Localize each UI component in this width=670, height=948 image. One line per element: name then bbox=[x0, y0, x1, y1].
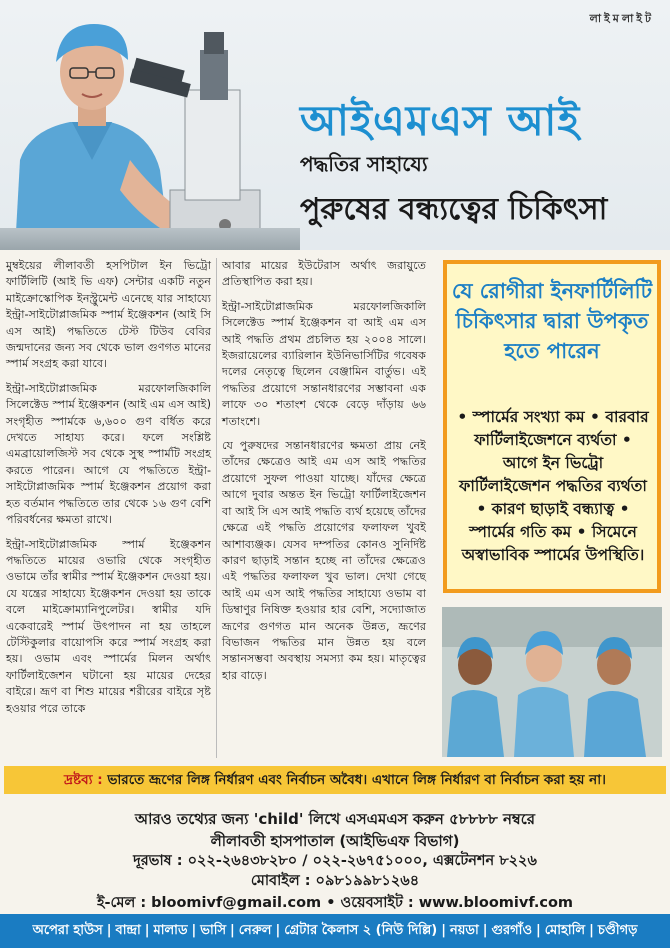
branch-separator: | bbox=[191, 923, 197, 938]
headline-tagline: পুরুষের বন্ধ্যত্বের চিকিৎসা bbox=[300, 192, 608, 227]
branch-item: মালাড bbox=[153, 923, 188, 938]
branch-locations-bar bbox=[0, 914, 670, 948]
email-website: ই-মেল : bloomivf@gmail.com • ওয়েবসাইট : www.bloomivf.com bbox=[96, 895, 574, 911]
branch-item: গ্রেটার কৈলাস ২ (নিউ দিল্লি) bbox=[284, 923, 438, 938]
branch-separator: | bbox=[482, 923, 488, 938]
notice-label: দ্রষ্টব্য : bbox=[64, 772, 103, 788]
article-paragraph: যে পুরুষদের সন্তানধারণের ক্ষমতা প্রায় নেই তাঁদের ক্ষেত্রেও আই এম এস আই পদ্ধতির প্রয়োগে সুফল পাওয়া যাচ্ছে। যাঁদের ক্ষেত্রে আগে দুবার অন্তত ইন ভিট্রো ফার্টিলাইজেশন বা আই সি এস আই পদ্ধতি ব্যর্থ হয়েছে তাঁদের ক্ষেত্রে এই পদ্ধতি প্রয়োগের ফলাফল খুবই আশাব্যঞ্জক। যেসব দম্পতির কোনও সুনির্দিষ্ট কারণ ছাড়াই সন্তান হচ্ছে না তাঁদের ক্ষেত্রেও এই পদ্ধতির ফলাফল খুব ভাল। দেখা গেছে আই এম এস আই পদ্ধতির সাহায্যে ওভাম বা ডিম্বাণুর নিষিক্ত হওয়ার হার বেশি, সদ্যোজাত ভ্রূণের গুণগত মান অনেক উন্নত, ভ্রূণের বিভাজন পদ্ধতির মান উন্নত হয় বলে সন্তানসম্ভবা অবস্থায় সমস্যা কম হয়। মাতৃত্বের হার বাড়ে। bbox=[222, 439, 426, 682]
branch-item: নেরুল bbox=[238, 923, 272, 938]
branch-separator: | bbox=[144, 923, 150, 938]
masthead: লাইমলাইট bbox=[589, 12, 654, 25]
headline-title: আইএমএস আই bbox=[300, 96, 581, 145]
article-column-2 bbox=[222, 258, 426, 692]
article-paragraph: ইন্ট্রা-সাইটোপ্লাজমিক স্পার্ম ইঞ্জেকশন পদ্ধতিতে মায়ের ওভারি থেকে সংগৃহীত ওভামে তাঁর স্বামীর স্পার্ম ইঞ্জেকশন দেওয়া হয়। যে যন্ত্রের সাহায্যে ইঞ্জেকশন দেওয়া হয় তাকে বলে মাইক্রোম্যানিপুলেটর। স্বামীর যদি একেবারেই স্পার্ম উৎপাদন না হয় তাহলে টেস্টিকুলার বায়োপসি করে স্পার্ম সংগ্রহ করা হয়। ওভাম এবং স্পার্মের মিলন অর্থাৎ ফার্টিলাইজেশন ঘটানো হয় মায়ের দেহের বাইরে। ভ্রূণ বা শিশু মায়ের শরীরের বাইরে সৃষ্ট হওয়ার পরে তাকে bbox=[6, 537, 211, 715]
beneficiaries-box bbox=[443, 260, 661, 593]
branch-item: চণ্ডীগড় bbox=[597, 923, 638, 938]
article-paragraph: ইন্ট্রা-সাইটোপ্লাজমিক মরফোলজিকালি সিলেক্টেড স্পার্ম ইঞ্জেকশন বা আই এম এস আই পদ্ধতি প্রথম প্রচলিত হয় ২০০৪ সালে। ইজরায়েলের ব্যারিলান ইউনিভার্সিটির গবেষক দলের নেতৃত্বে ছিলেন বেঞ্জামিন বার্তুভ। এই পদ্ধতির প্রয়োগে সন্তানধারণের সম্ভাবনা এক লাফে ৩০ শতাংশ থেকে বেড়ে দাঁড়ায় ৬৬ শতাংশে। bbox=[222, 299, 426, 428]
branch-item: বান্দ্রা bbox=[115, 923, 141, 938]
branch-item: গুরগাঁও bbox=[491, 923, 533, 938]
beneficiaries-list: • স্পার্মের সংখ্যা কম • বারবার ফার্টিলাইজেশনে ব্যর্থতা • আগে ইন ভিট্রো ফার্টিলাইজেশন পদ্ধতির ব্যর্থতা • কারণ ছাড়াই বন্ধ্যাত্ব • স্পার্মের গতি কম • সিমেনে অস্বাভাবিক স্পার্মের উপস্থিতি। bbox=[457, 408, 649, 564]
branch-separator: | bbox=[536, 923, 541, 938]
sms-info: আরও তথ্যের জন্য 'child' লিখে এসএমএস করুন ৫৮৮৮৮ নম্বরে bbox=[134, 810, 536, 828]
beneficiaries-title: যে রোগীরা ইনফার্টিলিটি চিকিৎসার দ্বারা উপকৃত হতে পারেন bbox=[451, 279, 653, 363]
phone-numbers: দূরভাষ : ০২২-২৬৪৩৮২৮০ / ০২২-২৬৭৫১০০০, এক্সটেনশন ৮২২৬ bbox=[133, 853, 537, 869]
article-column-1 bbox=[6, 258, 211, 725]
branch-item: ভাসি bbox=[200, 923, 227, 938]
branch-item: অপেরা হাউস bbox=[32, 923, 103, 938]
column-divider bbox=[216, 258, 217, 758]
doctors-team-photo bbox=[442, 607, 662, 757]
article-paragraph: মুম্বইয়ের লীলাবতী হসপিটাল ইন ভিট্রো ফার্টিলিটি (আই ভি এফ) সেন্টার একটি নতুন মাইক্রোস্কোপিক ইনস্ট্রুমেন্ট এনেছে যার সাহায্যে ইন্ট্রা-সাইটোপ্লাজমিক স্পার্ম ইঞ্জেকশন (আই সি এস আই) পদ্ধতিতে টেস্ট টিউব বেবির জন্মদানের জন্য সব থেকে ভাল গুণগত মানের স্পার্ম সংগ্রহ করা যাবে। bbox=[6, 259, 211, 371]
lab-bench bbox=[0, 228, 300, 250]
branch-separator: | bbox=[275, 923, 281, 938]
headline-subtitle: পদ্ধতির সাহায্যে bbox=[300, 152, 428, 176]
branch-separator: | bbox=[230, 923, 235, 938]
branch-separator: | bbox=[106, 923, 112, 938]
header-banner bbox=[0, 0, 670, 250]
notice-text: ভারতে ভ্রূণের লিঙ্গ নির্ধারণ এবং নির্বাচন অবৈধ। এখানে লিঙ্গ নির্ধারণ বা নির্বাচন করা হয় না। bbox=[102, 772, 606, 788]
microscope-illustration bbox=[130, 30, 270, 240]
mobile-number: মোবাইল : ০৯৮১৯৯৮১২৬৪ bbox=[250, 873, 420, 889]
branch-separator: | bbox=[589, 923, 594, 938]
branch-item: নয়ডা bbox=[449, 923, 479, 938]
branch-separator: | bbox=[441, 923, 446, 938]
hospital-name: লীলাবতী হাসপাতাল (আইভিএফ বিভাগ) bbox=[210, 832, 460, 850]
article-paragraph: আবার মায়ের ইউটেরাস অর্থাৎ জরায়ুতে প্রতিস্থাপিত করা হয়। bbox=[222, 259, 426, 289]
branch-item: মোহালি bbox=[544, 923, 586, 938]
article-paragraph: ইন্ট্রা-সাইটোপ্লাজমিক মরফোলজিকালি সিলেক্টেড স্পার্ম ইঞ্জেকশন (আই এম এস আই) সংগৃহীত স্পার্মকে ৬,৬০০ গুণ বর্ধিত করে দেখতে সাহায্য করে। ফলে সংশ্লিষ্ট এমব্রায়োলজিস্ট সব থেকে সুস্থ স্পার্মটি সংগ্রহ করতে পারেন। আগে যে পদ্ধতিতে ইন্ট্রা-সাইটোপ্লাজমিক স্পার্ম ইঞ্জেকশন প্রয়োগ করা হত বর্তমান পদ্ধতিতে তার থেকে ১৬ গুণ বেশি পরিবর্ধনের ক্ষমতা রাখে। bbox=[6, 381, 211, 527]
legal-notice-bar bbox=[4, 766, 666, 794]
